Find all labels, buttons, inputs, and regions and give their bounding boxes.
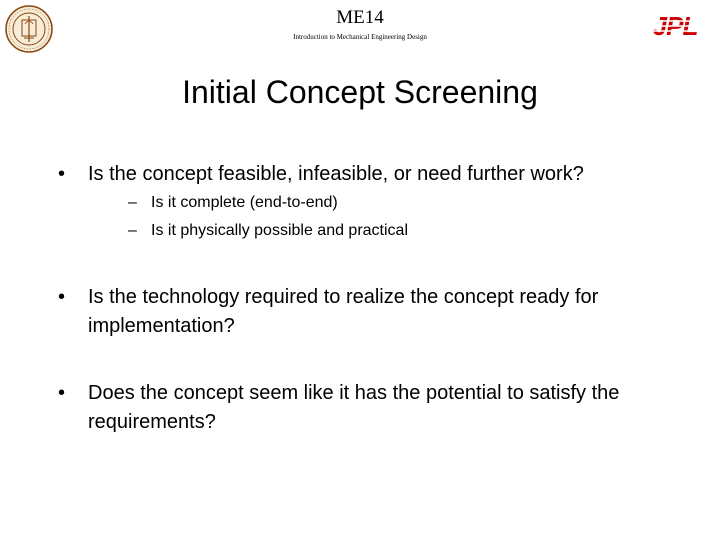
bullet-text: Is the concept feasible, infeasible, or need further work? [88,163,584,185]
sub-bullet-item [128,217,658,245]
bullet-marker: • [58,382,66,404]
course-code: ME14 [336,7,384,28]
bullet-text: Is the technology required to realize the concept ready for implementation? [88,286,599,337]
bullet-item [58,283,658,341]
slide-title: Initial Concept Screening [182,74,538,110]
sub-bullet-marker: – [128,194,137,211]
sub-bullet-marker: – [128,222,137,239]
bullet-list [58,160,658,437]
sub-bullet-list [128,189,658,245]
jpl-logo-text: JPL [652,14,698,38]
sub-bullet-text: Is it physically possible and practical [151,222,409,239]
bullet-item [58,379,658,437]
course-subtitle: Introduction to Mechanical Engineering Design [293,33,427,41]
sub-bullet-text: Is it complete (end-to-end) [151,194,338,211]
bullet-item [58,160,658,245]
jpl-logo [636,14,714,38]
sub-bullet-item [128,189,658,217]
bullet-marker: • [58,163,66,185]
bullet-marker: • [58,286,66,308]
bullet-text: Does the concept seem like it has the potential to satisfy the requirements? [88,382,620,433]
